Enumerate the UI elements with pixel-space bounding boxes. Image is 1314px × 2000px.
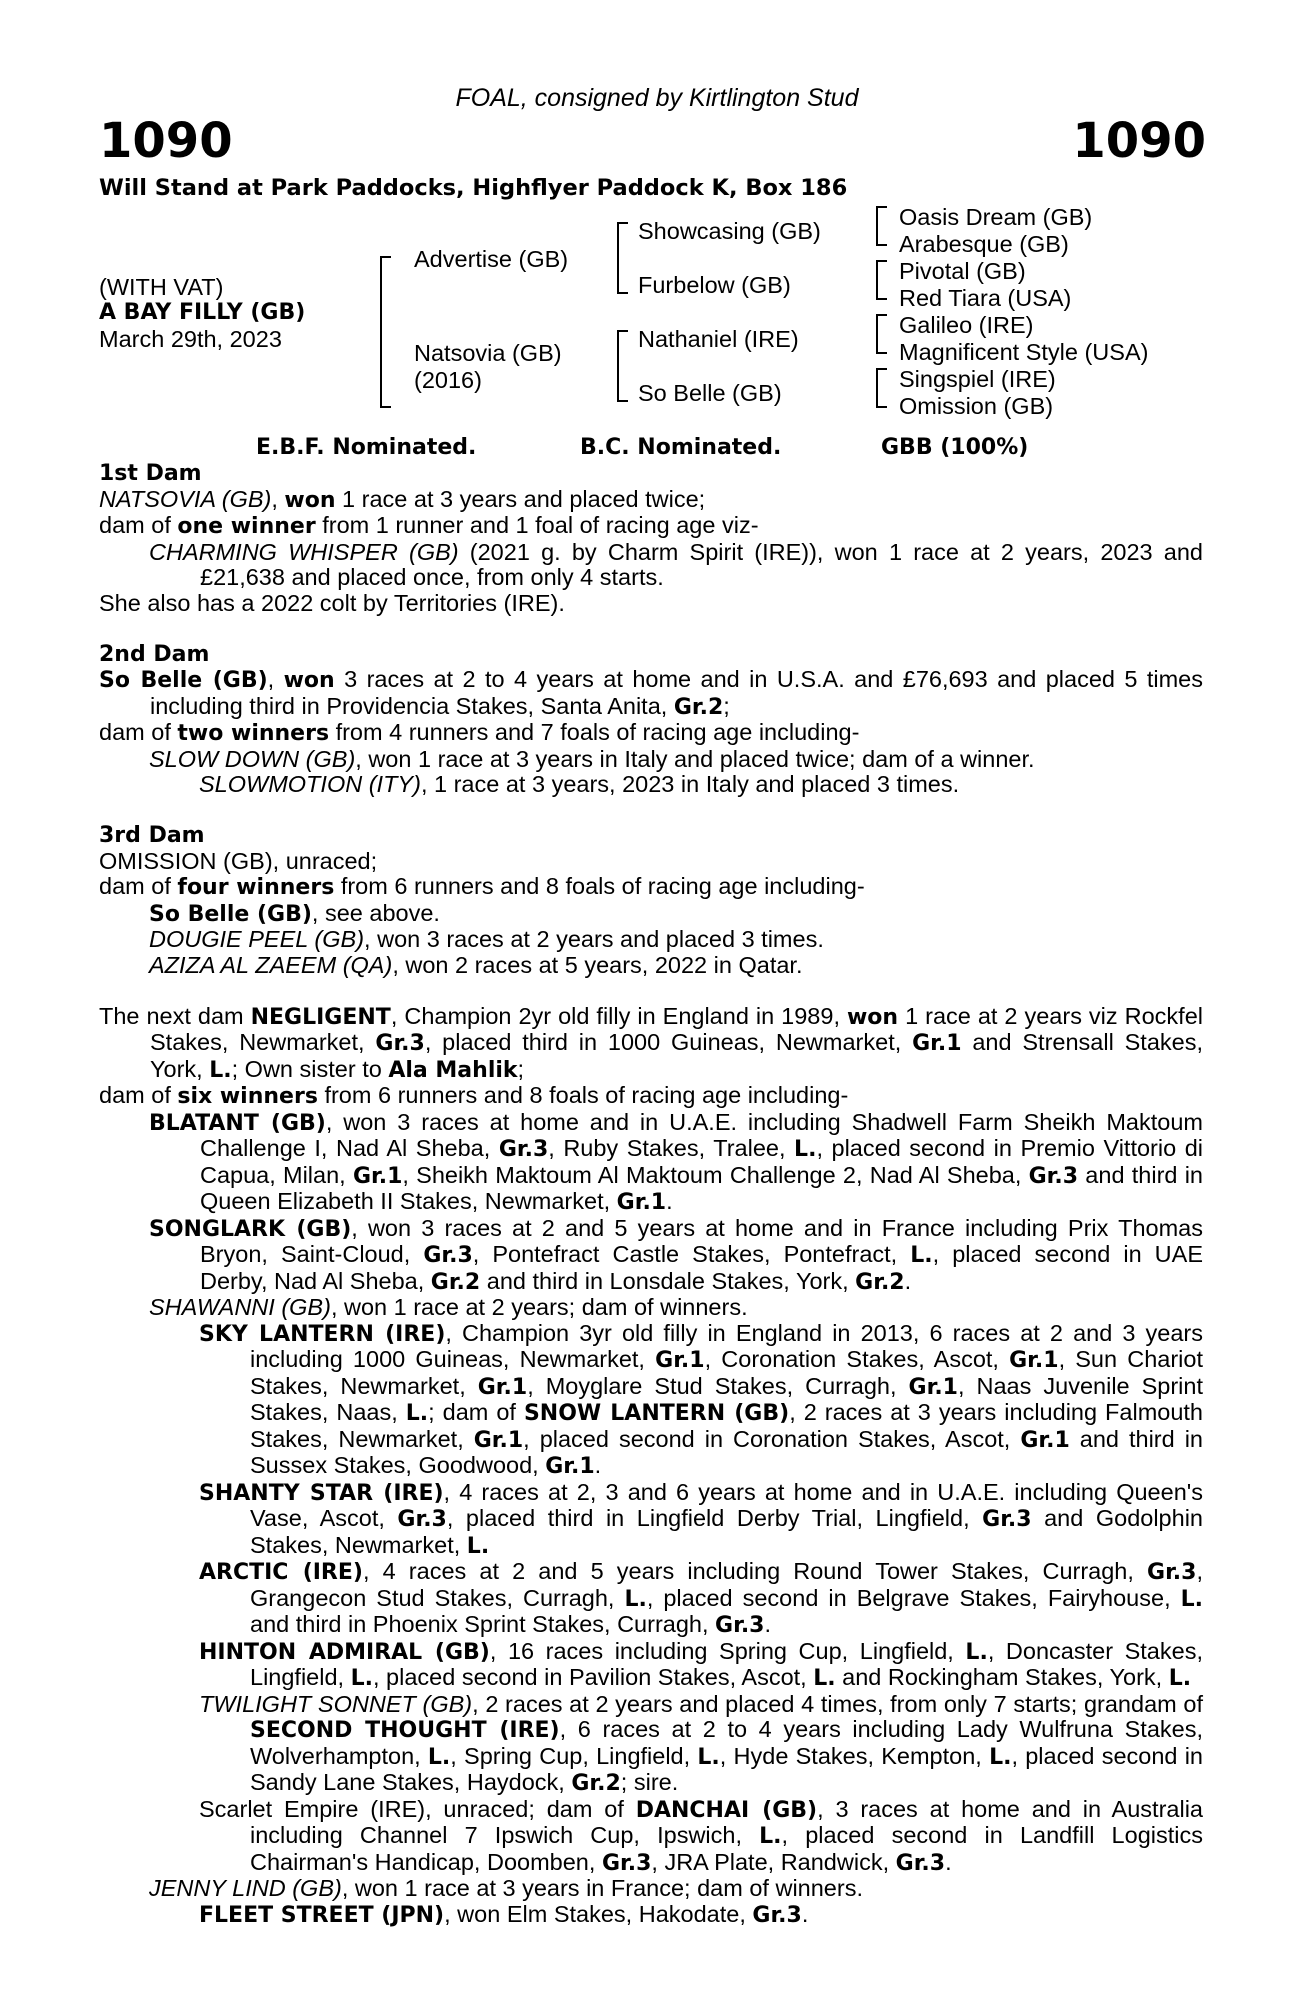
catalogue-body xyxy=(99,461,1203,1928)
second-dam-grand-progeny-1: SLOWMOTION (ITY), 1 race at 3 years, 2023 in Italy and placed 3 times. xyxy=(199,771,960,797)
grand-progeny-scarlet-empire: Scarlet Empire (IRE), unraced; dam of DANCHAI (GB), 3 races at home and in Australia including Channel 7 Ipswich Cup, Ipswich, L., placed second in Landfill Logistics Chairman's Handicap, Doomben, Gr.3, JRA Plate, Randwick, Gr.3. xyxy=(199,1795,1203,1876)
brace-g4 xyxy=(876,368,887,408)
progeny-shawanni: SHAWANNI (GB), won 1 race at 2 years; dam of winners. xyxy=(149,1294,748,1320)
dam-dam: So Belle (GB) xyxy=(638,380,782,406)
dam-year: (2016) xyxy=(414,367,482,393)
bc-nomination: B.C. Nominated. xyxy=(580,435,782,460)
grand-progeny-hinton-admiral: HINTON ADMIRAL (GB), 16 races including Spring Cup, Lingfield, L., Doncaster Stakes, Lingfield, L., placed second in Pavilion Stakes, Ascot, L. and Rockingham Stakes, York, L. xyxy=(199,1637,1203,1691)
lot-number-left: 1090 xyxy=(99,113,233,169)
grand-progeny-twilight-sonnet: TWILIGHT SONNET (GB), 2 races at 2 years and placed 4 times, from only 7 starts; grandam of SECOND THOUGHT (IRE), 6 races at 2 to 4 years including Lady Wulfruna Stakes, Wolverhampton, L., Spring Cup, Lingfield, L., Hyde Stakes, Kempton, L., placed second in Sandy Lane Stakes, Haydock, Gr.2; sire. xyxy=(199,1690,1203,1796)
third-dam-progeny-3: AZIZA AL ZAEEM (QA), won 2 races at 5 years, 2022 in Qatar. xyxy=(149,951,803,978)
lot-description: A BAY FILLY (GB) xyxy=(99,300,306,325)
grandparent-8: Omission (GB) xyxy=(899,393,1054,419)
brace-g1 xyxy=(876,206,887,246)
grandparent-4: Red Tiara (USA) xyxy=(899,285,1072,311)
first-dam-progeny-1: CHARMING WHISPER (GB) (2021 g. by Charm Spirit (IRE)), won 1 race at 2 years, 2023 and £21,638 and placed once, from only 4 starts. xyxy=(149,538,1203,590)
grandparent-7: Singspiel (IRE) xyxy=(899,366,1056,392)
grandparent-2: Arabesque (GB) xyxy=(899,231,1069,257)
brace-g3 xyxy=(876,314,887,354)
progeny-jenny-lind: JENNY LIND (GB), won 1 race at 3 years in France; dam of winners. xyxy=(149,1875,863,1901)
first-dam-record: NATSOVIA (GB), won 1 race at 3 years and placed twice; xyxy=(99,485,706,513)
first-dam-section xyxy=(99,461,1203,616)
sire: Advertise (GB) xyxy=(414,246,569,272)
grand-progeny-fleet-street: FLEET STREET (JPN), won Elm Stakes, Hakodate, Gr.3. xyxy=(199,1900,809,1928)
third-dam-produce-summary: dam of four winners from 6 runners and 8 foals of racing age including- xyxy=(99,873,865,900)
dam-parents-brace xyxy=(617,330,628,402)
consignor-line: FOAL, consigned by Kirtlington Stud xyxy=(455,84,859,112)
second-dam-heading: 2nd Dam xyxy=(99,641,210,667)
second-dam-produce-summary: dam of two winners from 4 runners and 7 foals of racing age including- xyxy=(99,719,860,746)
foaling-date: March 29th, 2023 xyxy=(99,326,282,352)
progeny-songlark: SONGLARK (GB), won 3 races at 2 and 5 years at home and in France including Prix Thomas Bryon, Saint-Cloud, Gr.3, Pontefract Castle Stakes, Pontefract, L., placed second in UAE Derby, Nad Al Sheba, Gr.2 and third in Lonsdale Stakes, York, Gr.2. xyxy=(149,1214,1203,1295)
next-dam-section xyxy=(99,1004,1203,1929)
grand-progeny-shanty-star: SHANTY STAR (IRE), 4 races at 2, 3 and 6 years at home and in U.A.E. including Queen's Vase, Ascot, Gr.3, placed third in Lingfield Derby Trial, Lingfield, Gr.3 and Godolphin Stakes, Newmarket, L. xyxy=(199,1478,1203,1559)
second-dam-section xyxy=(99,642,1203,798)
vat-note: (WITH VAT) xyxy=(99,274,224,300)
first-dam-heading: 1st Dam xyxy=(99,461,202,486)
lot-number-right: 1090 xyxy=(1072,113,1206,169)
gbb-rating: GBB (100%) xyxy=(881,435,1029,460)
grandparent-3: Pivotal (GB) xyxy=(899,258,1026,284)
grandparent-1: Oasis Dream (GB) xyxy=(899,204,1093,230)
third-dam-heading: 3rd Dam xyxy=(99,823,205,848)
second-dam-progeny-1: SLOW DOWN (GB), won 1 race at 3 years in Italy and placed twice; dam of a winner. xyxy=(149,745,1035,772)
third-dam-progeny-2: DOUGIE PEEL (GB), won 3 races at 2 years and placed 3 times. xyxy=(149,926,824,952)
third-dam-record: OMISSION (GB), unraced; xyxy=(99,847,378,874)
next-dam-produce-summary: dam of six winners from 6 runners and 8 foals of racing age including- xyxy=(99,1082,849,1109)
dam: Natsovia (GB) xyxy=(414,340,562,366)
sire-dam-brace xyxy=(380,256,391,408)
first-dam-also: She also has a 2022 colt by Territories (IRE). xyxy=(99,589,565,616)
dam-sire: Nathaniel (IRE) xyxy=(638,326,799,352)
brace-g2 xyxy=(876,260,887,300)
grand-progeny-arctic: ARCTIC (IRE), 4 races at 2 and 5 years including Round Tower Stakes, Curragh, Gr.3, Grangecon Stud Stakes, Curragh, L., placed second in Belgrave Stakes, Fairyhouse, L. and third in Phoenix Sprint Stakes, Curragh, Gr.3. xyxy=(199,1558,1203,1638)
grand-progeny-sky-lantern: SKY LANTERN (IRE), Champion 3yr old filly in England in 2013, 6 races at 2 and 3 years including 1000 Guineas, Newmarket, Gr.1, Coronation Stakes, Ascot, Gr.1, Sun Chariot Stakes, Newmarket, Gr.1, Moyglare Stud Stakes, Curragh, Gr.1, Naas Juvenile Sprint Stakes, Naas, L.; dam of SNOW LANTERN (GB), 2 races at 3 years including Falmouth Stakes, Newmarket, Gr.1, placed second in Coronation Stakes, Ascot, Gr.1 and third in Sussex Stakes, Goodwood, Gr.1. xyxy=(199,1319,1204,1479)
first-dam-produce-summary: dam of one winner from 1 runner and 1 foal of racing age viz- xyxy=(99,512,759,539)
ebf-nomination: E.B.F. Nominated. xyxy=(256,435,477,460)
sire-dam: Furbelow (GB) xyxy=(638,272,791,298)
third-dam-section xyxy=(99,823,1203,978)
grandparent-6: Magnificent Style (USA) xyxy=(899,339,1149,365)
third-dam-progeny-1: So Belle (GB), see above. xyxy=(149,899,440,927)
sire-sire: Showcasing (GB) xyxy=(638,218,821,244)
next-dam-record: The next dam NEGLIGENT, Champion 2yr old filly in England in 1989, won 1 race at 2 years viz Rockfel Stakes, Newmarket, Gr.3, placed third in 1000 Guineas, Newmarket, Gr.1 and Strensall Stakes, York, L.; Own sister to Ala Mahlik; xyxy=(99,1002,1204,1083)
second-dam-record: So Belle (GB), won 3 races at 2 to 4 years at home and in U.S.A. and £76,693 and placed 5 times including third in Providencia Stakes, Santa Anita, Gr.2; xyxy=(99,666,1203,720)
stand-location: Will Stand at Park Paddocks, Highflyer Paddock K, Box 186 xyxy=(99,175,848,201)
grandparent-5: Galileo (IRE) xyxy=(899,312,1034,338)
sire-parents-brace xyxy=(617,222,628,294)
progeny-blatant: BLATANT (GB), won 3 races at home and in U.A.E. including Shadwell Farm Sheikh Maktoum Challenge I, Nad Al Sheba, Gr.3, Ruby Stakes, Tralee, L., placed second in Premio Vittorio di Capua, Milan, Gr.1, Sheikh Maktoum Al Maktoum Challenge 2, Nad Al Sheba, Gr.3 and third in Queen Elizabeth II Stakes, Newmarket, Gr.1. xyxy=(149,1108,1203,1215)
